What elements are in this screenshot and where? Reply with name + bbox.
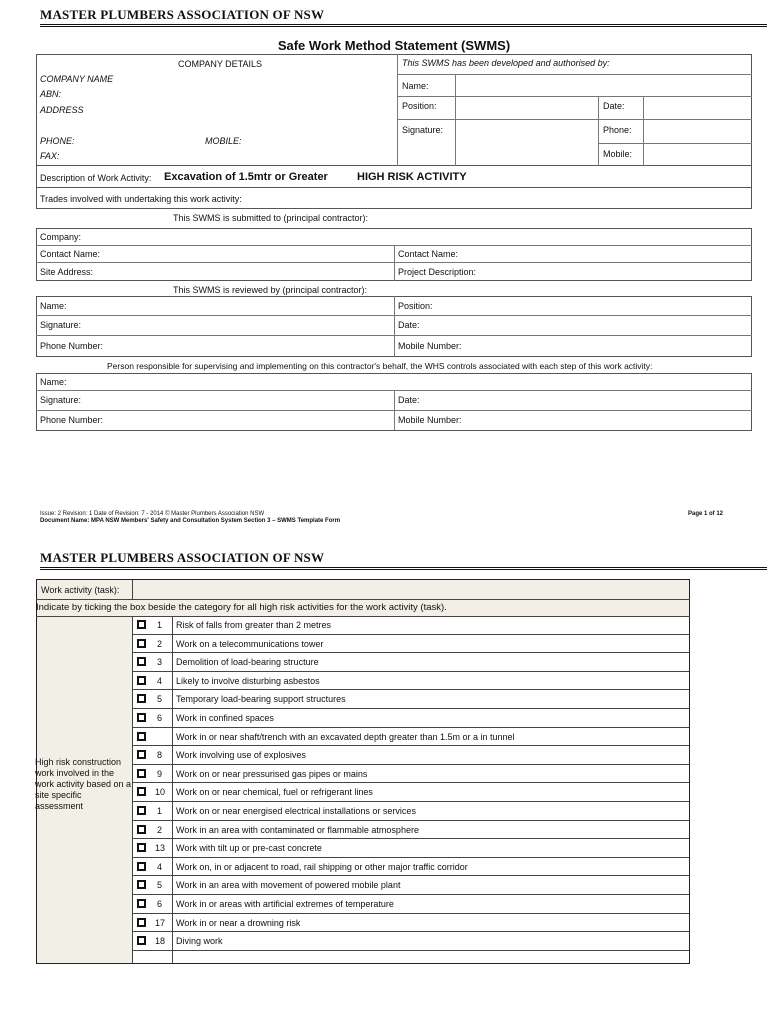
footer-issue: Issue: 2 Revision: 1 Date of Revision: 7 - 2014 © Master Plumbers Association NSW bbox=[40, 511, 265, 517]
resp-signature-label: Signature: bbox=[40, 395, 82, 405]
divider bbox=[397, 119, 752, 120]
risk-item-label: Work in an area with movement of powered mobile plant bbox=[176, 880, 401, 891]
risk-item-label: Work on, in or adjacent to road, rail shipping or other major traffic corridor bbox=[176, 861, 468, 872]
risk-item-checkbox[interactable] bbox=[137, 694, 146, 703]
authorised-label: This SWMS has been developed and authorised by: bbox=[402, 58, 610, 68]
swms-title: Safe Work Method Statement (SWMS) bbox=[277, 38, 511, 53]
risk-item-number: 2 bbox=[157, 824, 163, 835]
risk-item-row bbox=[133, 616, 689, 635]
org-header: MASTER PLUMBERS ASSOCIATION OF NSW bbox=[40, 7, 325, 22]
risk-item-label: Work on or near energised electrical installations or services bbox=[176, 806, 416, 816]
risk-item-row bbox=[133, 821, 689, 840]
risk-item-row bbox=[133, 690, 689, 709]
risk-item-number: 10 bbox=[155, 787, 166, 798]
risk-item-row bbox=[133, 653, 689, 672]
high-risk-label: HIGH RISK ACTIVITY bbox=[357, 171, 467, 183]
rev-name-label: Name: bbox=[40, 301, 67, 311]
risk-item-row bbox=[133, 914, 689, 933]
risk-item-row bbox=[133, 858, 689, 877]
mobile-label: MOBILE: bbox=[205, 136, 242, 146]
resp-name-label: Name: bbox=[40, 377, 67, 387]
submitted-label: This SWMS is submitted to (principal contractor): bbox=[173, 213, 369, 223]
divider bbox=[643, 96, 644, 166]
risk-item-row bbox=[133, 709, 689, 728]
risk-item-checkbox[interactable] bbox=[137, 657, 146, 666]
risk-item-number: 8 bbox=[157, 750, 163, 761]
risk-item-label: Work with tilt up or pre-cast concrete bbox=[176, 843, 322, 854]
divider bbox=[132, 580, 133, 599]
risk-item-checkbox[interactable] bbox=[137, 750, 146, 759]
risk-item-number: 6 bbox=[157, 713, 163, 723]
auth-signature-label: Signature: bbox=[402, 125, 444, 135]
rev-signature-label: Signature: bbox=[40, 320, 82, 330]
auth-date-label: Date: bbox=[603, 101, 625, 111]
header-rule bbox=[40, 24, 767, 27]
risk-item-checkbox[interactable] bbox=[137, 936, 146, 945]
risk-item-checkbox[interactable] bbox=[137, 899, 146, 908]
risk-item-row bbox=[133, 672, 689, 691]
risk-item-number: 2 bbox=[157, 638, 163, 649]
fax-label: FAX: bbox=[40, 151, 60, 161]
risk-item-checkbox[interactable] bbox=[137, 880, 146, 889]
divider bbox=[394, 390, 395, 431]
header-rule bbox=[40, 567, 767, 570]
divider bbox=[598, 96, 599, 166]
risk-item-number: 3 bbox=[157, 657, 163, 668]
auth-position-label: Position: bbox=[402, 101, 437, 111]
divider bbox=[455, 74, 456, 166]
risk-item-row bbox=[133, 876, 689, 895]
risk-item-label: Work in confined spaces bbox=[176, 713, 274, 723]
page-number: Page 1 of 12 bbox=[688, 511, 724, 517]
risk-item-number: 1 bbox=[157, 806, 163, 816]
risk-item-row bbox=[133, 765, 689, 784]
risk-item-label: Temporary load-bearing support structures bbox=[176, 694, 346, 705]
responsible-label: Person responsible for supervising and implementing on this contractor's behalf, the WHS controls associated with each step of this work activity: bbox=[107, 361, 653, 371]
risk-item-checkbox[interactable] bbox=[137, 769, 146, 778]
rev-date-label: Date: bbox=[398, 320, 420, 330]
auth-mobile-label: Mobile: bbox=[603, 149, 633, 159]
risk-item-row bbox=[133, 839, 689, 858]
risk-item-label: Work in or near a drowning risk bbox=[176, 917, 301, 928]
risk-item-row bbox=[133, 746, 689, 765]
risk-item-checkbox[interactable] bbox=[137, 732, 146, 741]
risk-item-checkbox[interactable] bbox=[137, 843, 146, 852]
indicate-label: Indicate by ticking the box beside the category for all high risk activities for the work activity (task). bbox=[36, 602, 447, 613]
risk-item-label: Work on a telecommunications tower bbox=[176, 638, 324, 649]
risk-item-row bbox=[133, 895, 689, 914]
risk-item-row bbox=[133, 932, 689, 951]
risk-item-label: Likely to involve disturbing asbestos bbox=[176, 675, 320, 686]
sub-site-address-label: Site Address: bbox=[40, 267, 94, 277]
auth-phone-label: Phone: bbox=[603, 125, 632, 135]
divider bbox=[397, 54, 398, 166]
sub-contact-name-label: Contact Name: bbox=[40, 249, 101, 259]
rev-phone-label: Phone Number: bbox=[40, 341, 104, 351]
work-activity-label: Work activity (task): bbox=[41, 585, 120, 595]
risk-item-number: 4 bbox=[157, 861, 163, 872]
abn-label: ABN: bbox=[40, 89, 62, 99]
risk-item-label: Work in an area with contaminated or flammable atmosphere bbox=[176, 824, 419, 835]
rev-position-label: Position: bbox=[398, 301, 433, 311]
auth-name-label: Name: bbox=[402, 81, 429, 91]
company-name-label: COMPANY NAME bbox=[40, 74, 114, 84]
sub-project-desc-label: Project Description: bbox=[398, 267, 477, 277]
divider bbox=[397, 96, 752, 97]
risk-item-row bbox=[133, 728, 689, 747]
risk-item-number: 9 bbox=[157, 768, 163, 779]
risk-item-number: 5 bbox=[157, 694, 163, 705]
org-header-page2: MASTER PLUMBERS ASSOCIATION OF NSW bbox=[40, 550, 325, 565]
risk-item-label: Work on or near chemical, fuel or refrigerant lines bbox=[176, 787, 373, 798]
risk-item-checkbox[interactable] bbox=[137, 713, 146, 722]
risk-item-number: 4 bbox=[157, 675, 163, 686]
risk-item-number: 13 bbox=[155, 843, 166, 854]
risk-item-label: Demolition of load-bearing structure bbox=[176, 657, 319, 668]
risk-item-number: 1 bbox=[157, 620, 163, 630]
risk-item-number: 5 bbox=[157, 880, 163, 891]
risk-item-row bbox=[133, 802, 689, 821]
trades-label: Trades involved with undertaking this work activity: bbox=[40, 194, 242, 204]
risk-item-label: Work on or near pressurised gas pipes or mains bbox=[176, 768, 368, 779]
risk-item-checkbox[interactable] bbox=[137, 825, 146, 834]
risk-item-checkbox[interactable] bbox=[137, 639, 146, 648]
sub-contact-name-right-label: Contact Name: bbox=[398, 249, 459, 259]
address-label: ADDRESS bbox=[40, 105, 84, 115]
risk-item-row bbox=[133, 783, 689, 802]
resp-phone-label: Phone Number: bbox=[40, 415, 104, 425]
risk-item-number: 17 bbox=[155, 917, 166, 928]
risk-item-checkbox[interactable] bbox=[137, 787, 146, 796]
risk-item-label: Risk of falls from greater than 2 metres bbox=[176, 620, 332, 630]
risk-item-number: 18 bbox=[155, 936, 166, 947]
risk-item-label: Work in or areas with artificial extremes of temperature bbox=[176, 899, 394, 909]
resp-date-label: Date: bbox=[398, 395, 420, 405]
risk-item-label: Work involving use of explosives bbox=[176, 750, 306, 761]
description-value: Excavation of 1.5mtr or Greater bbox=[164, 171, 328, 183]
risk-item-number: 6 bbox=[157, 899, 163, 909]
risk-item-row bbox=[133, 635, 689, 654]
divider bbox=[394, 296, 395, 357]
risk-item-label: Diving work bbox=[176, 936, 223, 947]
footer-document: Document Name: MPA NSW Members' Safety and Consultation System Section 3 – SWMS Template Form bbox=[40, 518, 341, 524]
work-activity-value-cell[interactable] bbox=[133, 580, 689, 599]
risk-item-label: Work in or near shaft/trench with an excavated depth greater than 1.5m or a in tunnel bbox=[176, 731, 515, 742]
description-label: Description of Work Activity: bbox=[40, 173, 152, 183]
sub-company-label: Company: bbox=[40, 232, 82, 242]
company-details-label: COMPANY DETAILS bbox=[178, 59, 263, 69]
divider bbox=[394, 245, 395, 281]
reviewed-label: This SWMS is reviewed by (principal contractor): bbox=[173, 285, 368, 295]
risk-item-checkbox[interactable] bbox=[137, 918, 146, 927]
divider bbox=[598, 143, 752, 144]
risk-item-checkbox[interactable] bbox=[137, 806, 146, 815]
risk-item-checkbox[interactable] bbox=[137, 620, 146, 629]
side-label: High risk construction work involved in the work activity based on a site specific assessment bbox=[35, 757, 132, 811]
company-details-box bbox=[36, 54, 752, 166]
risk-item-checkbox[interactable] bbox=[137, 862, 146, 871]
risk-item-checkbox[interactable] bbox=[137, 676, 146, 685]
phone-label: PHONE: bbox=[40, 136, 75, 146]
resp-mobile-label: Mobile Number: bbox=[398, 415, 462, 425]
rev-mobile-label: Mobile Number: bbox=[398, 341, 462, 351]
divider bbox=[397, 74, 752, 75]
